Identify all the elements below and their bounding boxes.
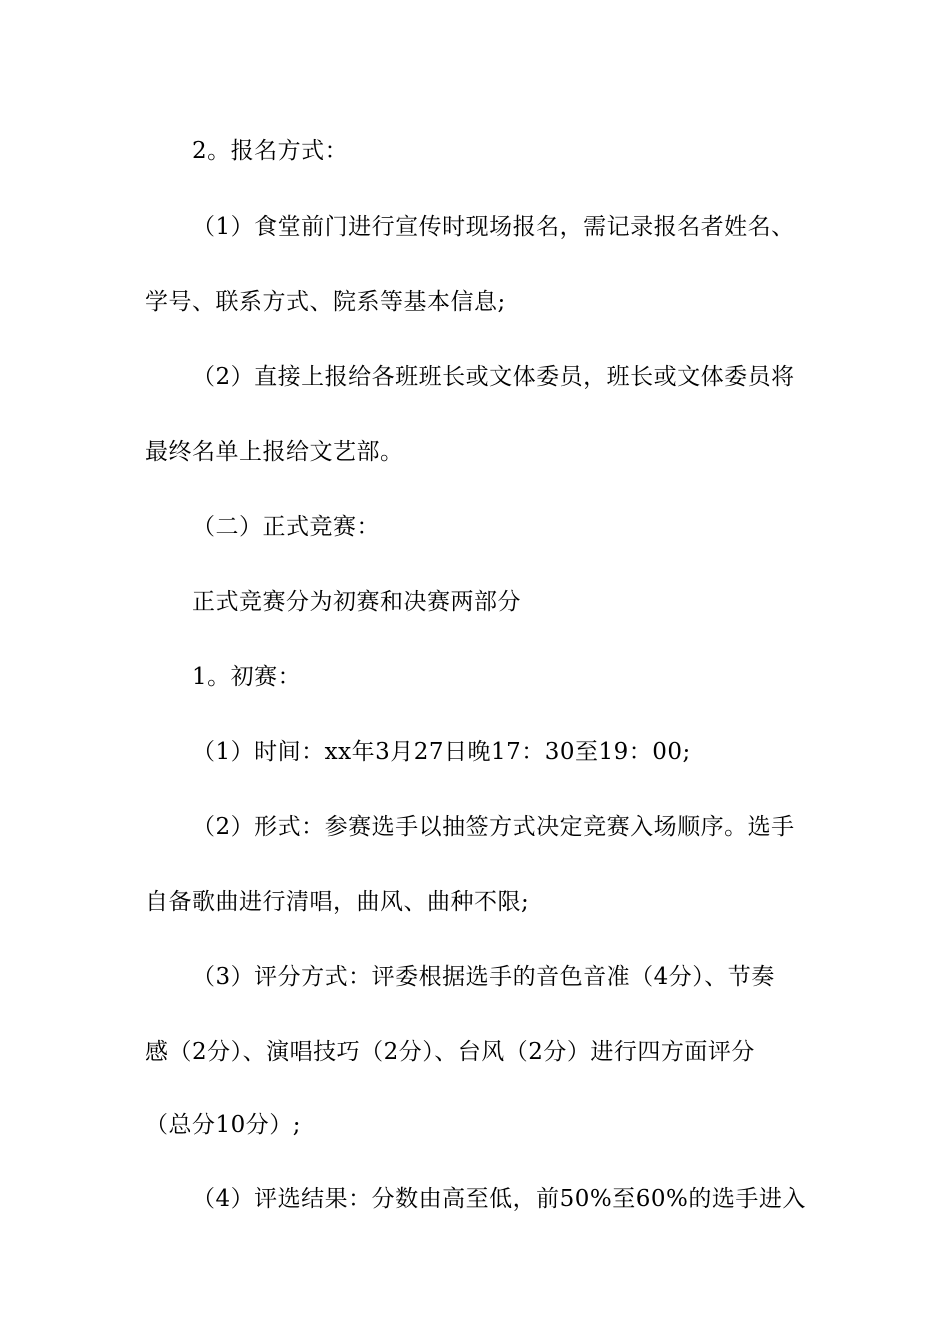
paragraph-line: （2）形式：参赛选手以抽签方式决定竞赛入场顺序。选手 [192, 814, 795, 840]
paragraph-line: （总分10分）; [145, 1112, 302, 1138]
paragraph-line: （1）食堂前门进行宣传时现场报名，需记录报名者姓名、 [192, 214, 795, 240]
paragraph-line: 学号、联系方式、院系等基本信息; [145, 289, 506, 315]
section-heading-formal-competition: （二）正式竞赛： [192, 514, 380, 540]
section-heading-preliminary: 1。初赛： [192, 664, 302, 690]
paragraph-line: 感（2分）、演唱技巧（2分）、台风（2分）进行四方面评分 [145, 1039, 755, 1065]
paragraph-line: 最终名单上报给文艺部。 [145, 439, 404, 465]
section-heading-registration: 2。报名方式： [192, 138, 349, 164]
paragraph-line: （4）评选结果：分数由高至低，前50%至60%的选手进入 [192, 1186, 806, 1212]
paragraph-line: 自备歌曲进行清唱，曲风、曲种不限; [145, 889, 530, 915]
paragraph-line: （1）时间：xx年3月27日晚17：30至19：00; [192, 739, 691, 765]
paragraph-line: （2）直接上报给各班班长或文体委员，班长或文体委员将 [192, 364, 795, 390]
paragraph-line: （3）评分方式：评委根据选手的音色音准（4分）、节奏 [192, 964, 775, 990]
paragraph-line: 正式竞赛分为初赛和决赛两部分 [192, 589, 521, 615]
